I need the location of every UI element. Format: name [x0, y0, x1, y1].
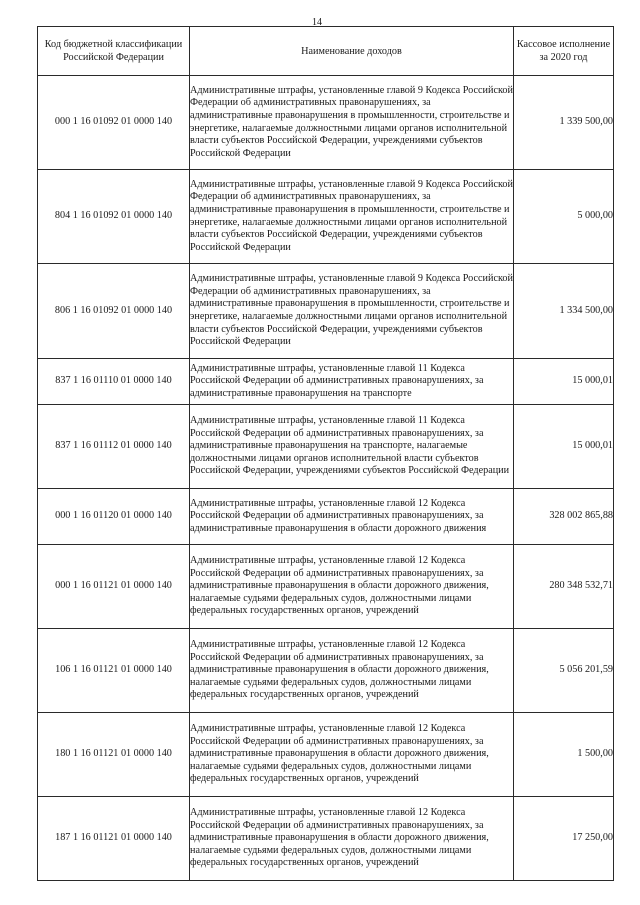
row-amount: 5 056 201,59 — [514, 629, 614, 713]
table-row — [38, 405, 614, 489]
table-row — [38, 545, 614, 629]
row-amount: 5 000,00 — [514, 170, 614, 264]
table-header-row — [38, 27, 614, 76]
table-row — [38, 359, 614, 405]
row-amount: 280 348 532,71 — [514, 545, 614, 629]
row-name: Административные штрафы, установленные главой 9 Кодекса Российской Федерации об административных правонарушениях, за административные правонарушения в промышленности, строительстве и энергетике, налагаемые должностными лицами органов исполнительной власти субъектов Российской Федерации, учреждениями субъектов Российской Федерации — [190, 264, 514, 359]
table-row — [38, 713, 614, 797]
row-code: 000 1 16 01092 01 0000 140 — [38, 76, 190, 170]
row-amount: 328 002 865,88 — [514, 489, 614, 545]
header-code: Код бюджетной классификации Российской Федерации — [38, 27, 190, 76]
row-amount: 15 000,01 — [514, 359, 614, 405]
row-name: Административные штрафы, установленные главой 9 Кодекса Российской Федерации об административных правонарушениях, за административные правонарушения в промышленности, строительстве и энергетике, налагаемые должностными лицами органов исполнительной власти субъектов Российской Федерации, учреждениями субъектов Российской Федерации — [190, 170, 514, 264]
row-code: 000 1 16 01121 01 0000 140 — [38, 545, 190, 629]
row-code: 837 1 16 01112 01 0000 140 — [38, 405, 190, 489]
row-code: 106 1 16 01121 01 0000 140 — [38, 629, 190, 713]
table-row — [38, 629, 614, 713]
row-code: 000 1 16 01120 01 0000 140 — [38, 489, 190, 545]
table-row — [38, 264, 614, 359]
row-code: 187 1 16 01121 01 0000 140 — [38, 797, 190, 881]
row-amount: 17 250,00 — [514, 797, 614, 881]
row-amount: 1 334 500,00 — [514, 264, 614, 359]
table-row — [38, 76, 614, 170]
revenue-table — [37, 26, 614, 881]
row-code: 180 1 16 01121 01 0000 140 — [38, 713, 190, 797]
row-name: Административные штрафы, установленные главой 12 Кодекса Российской Федерации об административных правонарушениях, за административные правонарушения в области дорожного движения, налагаемые судьями федеральных судов, должностными лицами федеральных государственных органов, учреждений — [190, 629, 514, 713]
row-code: 804 1 16 01092 01 0000 140 — [38, 170, 190, 264]
header-amount: Кассовое исполнение за 2020 год — [514, 27, 614, 76]
row-code: 837 1 16 01110 01 0000 140 — [38, 359, 190, 405]
row-name: Административные штрафы, установленные главой 12 Кодекса Российской Федерации об административных правонарушениях, за административные правонарушения в области дорожного движения, налагаемые судьями федеральных судов, должностными лицами федеральных государственных органов, учреждений — [190, 713, 514, 797]
page-number: 14 — [312, 17, 322, 28]
row-name: Административные штрафы, установленные главой 12 Кодекса Российской Федерации об административных правонарушениях, за административные правонарушения в области дорожного движения, налагаемые судьями федеральных судов, должностными лицами федеральных государственных органов, учреждений — [190, 797, 514, 881]
row-name: Административные штрафы, установленные главой 12 Кодекса Российской Федерации об административных правонарушениях, за административные правонарушения в области дорожного движения, налагаемые судьями федеральных судов, должностными лицами федеральных государственных органов, учреждений — [190, 545, 514, 629]
table-row — [38, 170, 614, 264]
row-name: Административные штрафы, установленные главой 11 Кодекса Российской Федерации об административных правонарушениях, за административные правонарушения на транспорте — [190, 359, 514, 405]
header-name: Наименование доходов — [190, 27, 514, 76]
row-code: 806 1 16 01092 01 0000 140 — [38, 264, 190, 359]
table-row — [38, 797, 614, 881]
row-name: Административные штрафы, установленные главой 12 Кодекса Российской Федерации об административных правонарушениях, за административные правонарушения в области дорожного движения — [190, 489, 514, 545]
row-name: Административные штрафы, установленные главой 11 Кодекса Российской Федерации об административных правонарушениях, за административные правонарушения на транспорте, налагаемые должностными лицами органов исполнительной власти субъектов Российской Федерации, учреждениями субъектов Российской Федерации — [190, 405, 514, 489]
row-amount: 1 500,00 — [514, 713, 614, 797]
row-amount: 15 000,01 — [514, 405, 614, 489]
row-name: Административные штрафы, установленные главой 9 Кодекса Российской Федерации об административных правонарушениях, за административные правонарушения в промышленности, строительстве и энергетике, налагаемые должностными лицами органов исполнительной власти субъектов Российской Федерации, учреждениями субъектов Российской Федерации — [190, 76, 514, 170]
table-row — [38, 489, 614, 545]
row-amount: 1 339 500,00 — [514, 76, 614, 170]
